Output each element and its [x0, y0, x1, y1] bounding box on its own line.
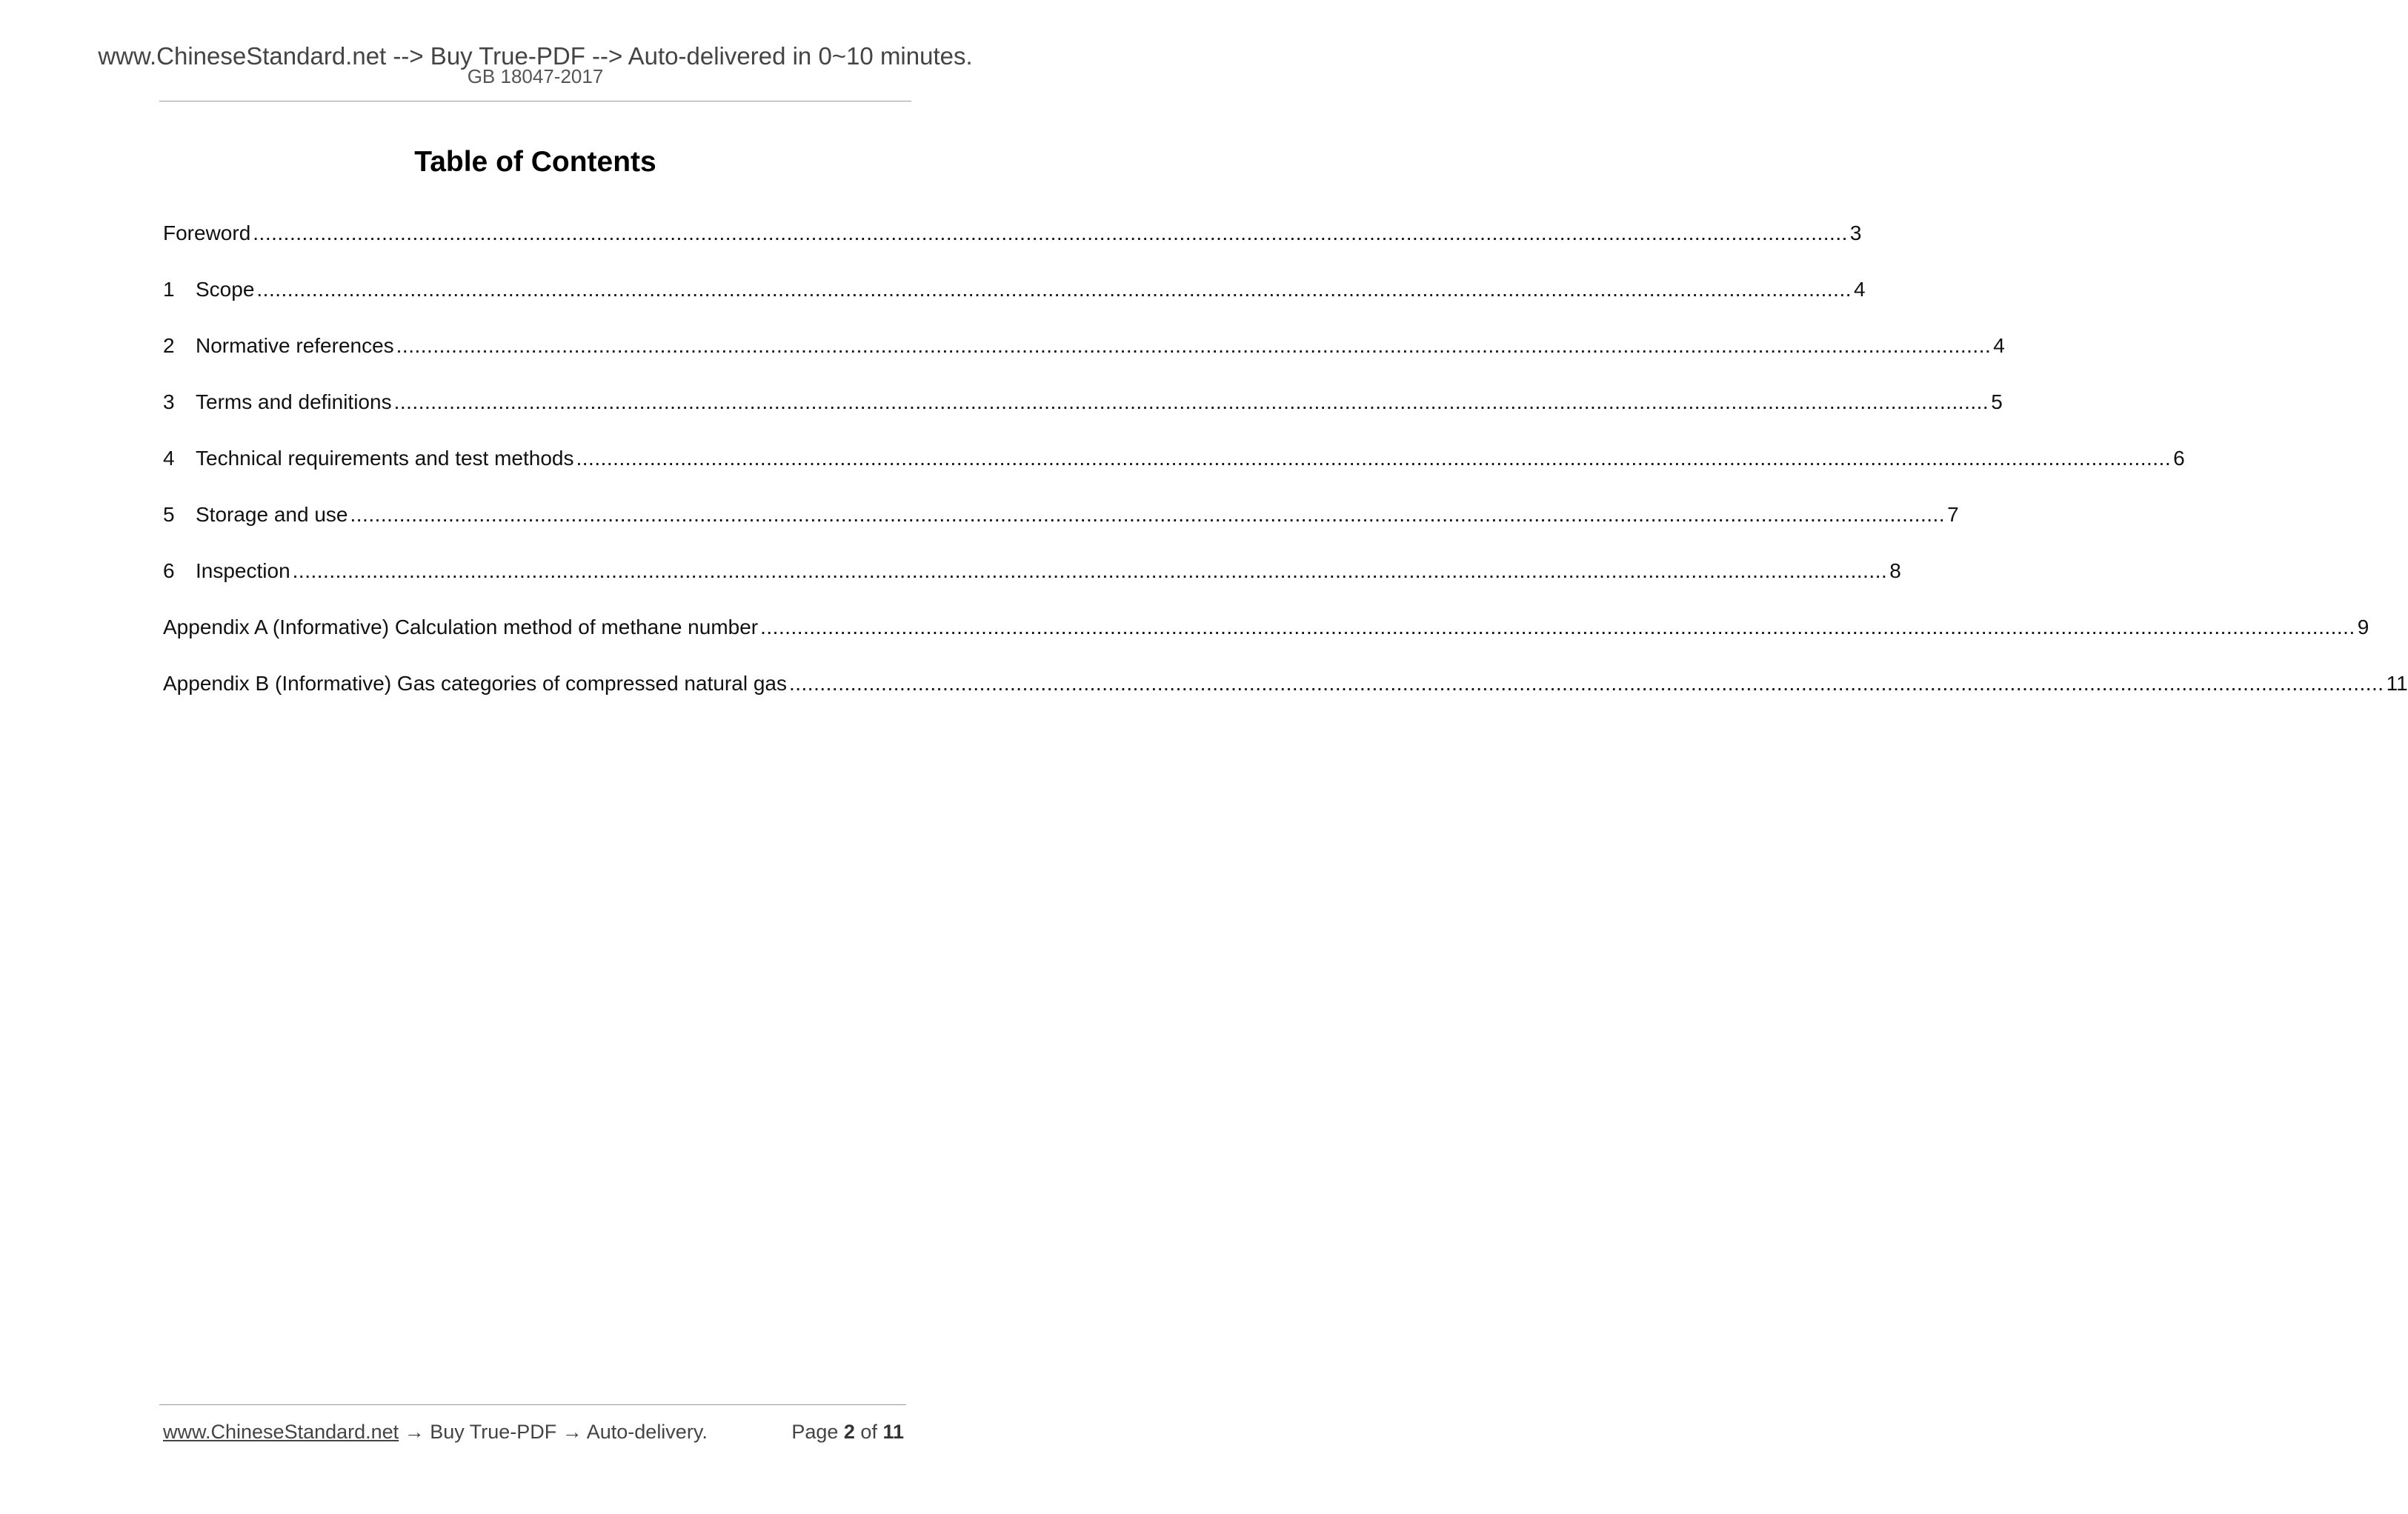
- toc-leader-dots: ....................................................................................................................................................................................................................................................................: [350, 503, 1946, 526]
- page-footer: [163, 1419, 904, 1444]
- toc-entry-label: Terms and definitions: [196, 390, 392, 413]
- toc-entry-scope[interactable]: [163, 275, 1866, 331]
- toc-entry-page: 7: [1947, 503, 1959, 526]
- toc-leader-dots: ....................................................................................................................................................................................................................................................................: [256, 278, 1852, 301]
- toc-leader-dots: ....................................................................................................................................................................................................................................................................: [760, 616, 2355, 638]
- page-number-current: 2: [843, 1421, 855, 1443]
- toc-entry-page: 11: [2386, 672, 2408, 695]
- toc-leader-dots: ....................................................................................................................................................................................................................................................................: [253, 221, 1848, 244]
- toc-entry-page: 9: [2357, 616, 2369, 638]
- toc-entry-page: 5: [1991, 390, 2003, 413]
- toc-entry-label: Storage and use: [196, 503, 348, 526]
- toc-leader-dots: ....................................................................................................................................................................................................................................................................: [576, 447, 2172, 470]
- toc-entry-number: 5: [163, 503, 175, 526]
- footer-site-link[interactable]: www.ChineseStandard.net: [163, 1421, 399, 1443]
- toc-entry-label: Foreword: [163, 221, 251, 244]
- toc-entry-page: 4: [1854, 278, 1866, 301]
- toc-entry-label: Appendix B (Informative) Gas categories of compressed natural gas: [163, 672, 787, 695]
- toc-entry-foreword[interactable]: [163, 219, 1862, 275]
- footer-divider: [159, 1404, 906, 1405]
- toc-entry-label: Technical requirements and test methods: [196, 447, 574, 470]
- page-number-of: of: [854, 1421, 883, 1443]
- toc-entry-storage-and-use[interactable]: [163, 500, 1959, 556]
- site-banner: www.ChineseStandard.net --> Buy True-PDF --> Auto-delivered in 0~10 minutes.: [98, 42, 973, 70]
- page-number-total: 11: [882, 1421, 904, 1443]
- toc-leader-dots: ....................................................................................................................................................................................................................................................................: [788, 672, 2384, 695]
- toc-entry-number: 3: [163, 390, 175, 413]
- toc-entry-page: 3: [1849, 221, 1862, 244]
- toc-entry-normative-references[interactable]: [163, 331, 2005, 387]
- toc-entry-appendix-a[interactable]: [163, 613, 2369, 669]
- toc-entry-terms-and-definitions[interactable]: [163, 387, 2003, 444]
- standard-code: GB 18047-2017: [467, 65, 604, 87]
- toc-entry-label: Appendix A (Informative) Calculation method of methane number: [163, 616, 759, 638]
- toc-entry-label: Scope: [196, 278, 255, 301]
- toc-entry-number: 2: [163, 334, 175, 357]
- toc-list: [163, 219, 2408, 725]
- toc-entry-appendix-b[interactable]: [163, 669, 2408, 725]
- page-number: [791, 1419, 904, 1444]
- toc-entry-inspection[interactable]: [163, 556, 1901, 613]
- toc-leader-dots: ....................................................................................................................................................................................................................................................................: [393, 390, 1989, 413]
- toc-entry-label: Normative references: [196, 334, 394, 357]
- page-number-prefix: Page: [791, 1421, 844, 1443]
- toc-entry-page: 6: [2173, 447, 2185, 470]
- toc-leader-dots: ....................................................................................................................................................................................................................................................................: [292, 559, 1888, 582]
- toc-entry-number: 4: [163, 447, 175, 470]
- toc-entry-number: 6: [163, 559, 175, 582]
- toc-entry-page: 8: [1889, 559, 1901, 582]
- toc-entry-technical-requirements[interactable]: [163, 444, 2185, 500]
- toc-entry-page: 4: [1993, 334, 2005, 357]
- footer-tagline: → Buy True-PDF → Auto-delivery.: [399, 1421, 708, 1443]
- toc-entry-label: Inspection: [196, 559, 290, 582]
- toc-leader-dots: ....................................................................................................................................................................................................................................................................: [396, 334, 1992, 357]
- toc-title: Table of Contents: [414, 146, 656, 178]
- toc-entry-number: 1: [163, 278, 175, 301]
